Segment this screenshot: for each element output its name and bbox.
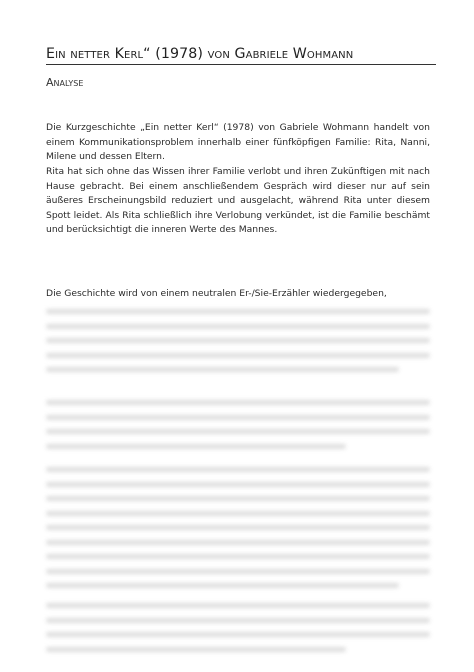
paragraph-summary: Rita hat sich ohne das Wissen ihrer Familie verlobt und ihren Zukünftigen mit nach Hause gebracht. Bei einem anschließendem Gespräch wird dieser nur auf sein äußeres Erscheinungsbild reduziert und ausgelacht, während Rita unter diesem Spott leidet. Als Rita schließlich ihre Verlobung verkündet, ist die Familie beschämt und berücksichtigt die inneren Werte des Mannes.	[46, 166, 430, 236]
blurred-text-block-1	[46, 309, 430, 382]
blurred-text-block-4	[46, 603, 430, 661]
paragraph-intro: Die Kurzgeschichte „Ein netter Kerl“ (1978) von Gabriele Wohmann handelt von einem Kommunikationsproblem innerhalb einer fünfköpfigen Familie: Rita, Nanni, Milene und dessen Eltern.	[46, 122, 430, 163]
blurred-text-block-3	[46, 467, 430, 598]
document-title: Ein netter Kerl“ (1978) von Gabriele Wohmann	[46, 45, 436, 65]
blurred-text-block-2	[46, 400, 430, 458]
document-subtitle: Analyse	[46, 76, 84, 89]
paragraph-narrator: Die Geschichte wird von einem neutralen Er-/Sie-Erzähler wiedergegeben,	[46, 288, 387, 299]
